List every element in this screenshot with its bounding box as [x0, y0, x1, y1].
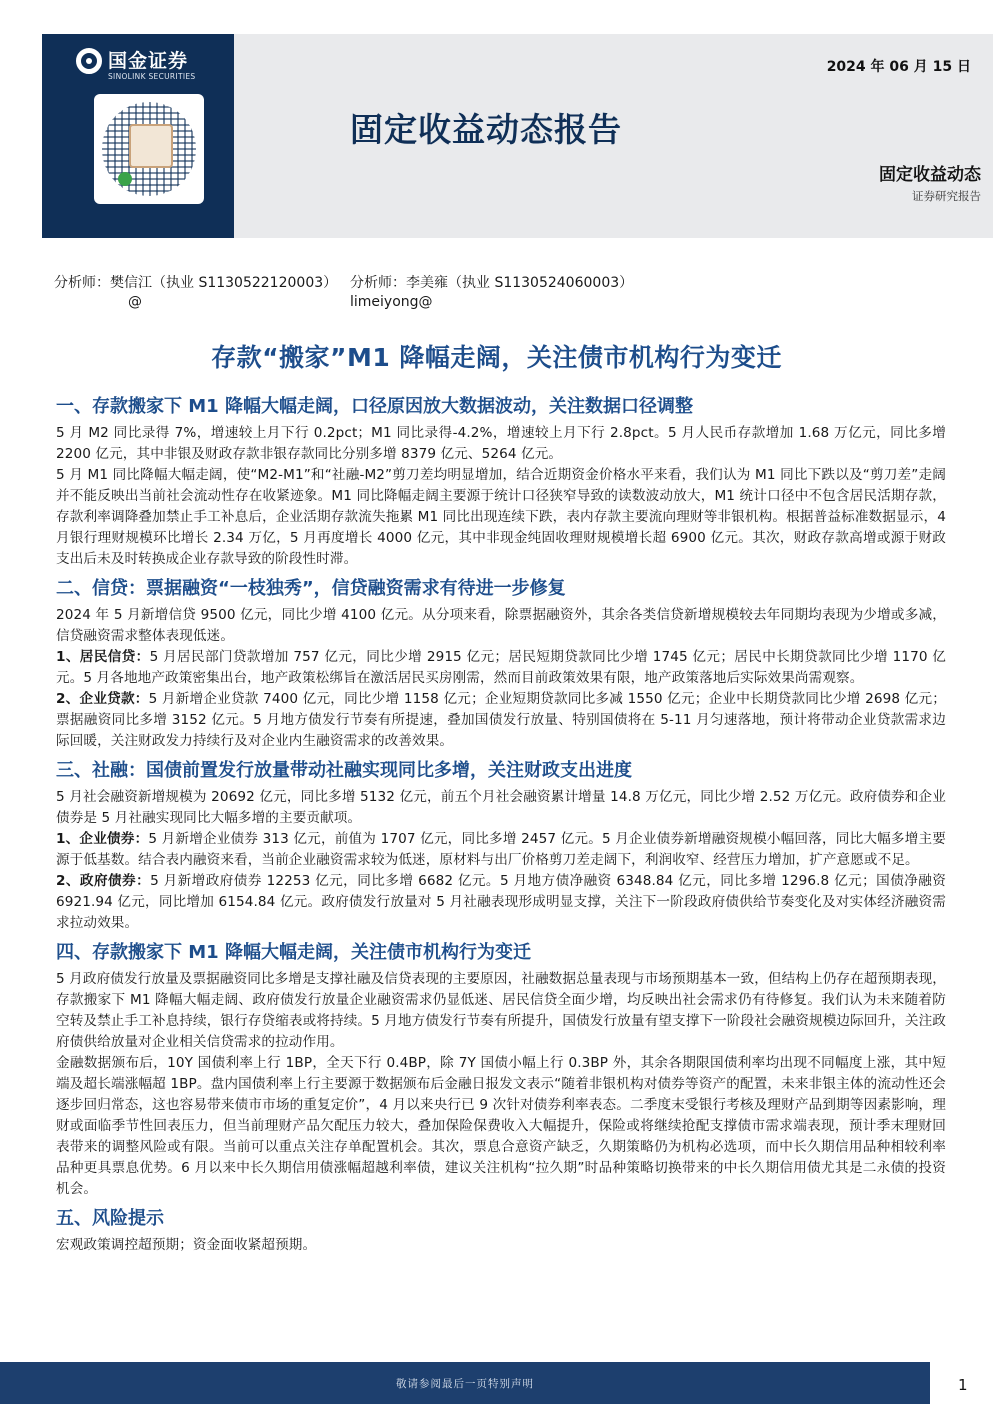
analyst-1-email[interactable]: @	[128, 294, 142, 310]
body-paragraph	[56, 647, 946, 689]
paragraph-text: 5 月 M2 同比录得 7%，增速较上月下行 0.2pct；M1 同比录得-4.2%，增速较上月下行 2.8pct。5 月人民币存款增加 1.68 万亿元，同比多增 2200 亿元，其中非银及财政存款非银存款同比分别多增 8379 亿元、5264 亿元。	[56, 425, 946, 462]
report-header	[42, 34, 993, 238]
main-title: 存款“搬家”M1 降幅走阔，关注债市机构行为变迁	[211, 343, 782, 372]
company-name-english: SINOLINK SECURITIES	[108, 72, 196, 81]
report-body	[56, 394, 946, 1262]
body-paragraph	[56, 829, 946, 871]
footer-disclaimer[interactable]: 敬请参阅最后一页特别声明	[396, 1378, 534, 1390]
paragraph-text: 宏观政策调控超预期；资金面收紧超预期。	[56, 1237, 317, 1253]
body-paragraph	[56, 1235, 946, 1256]
page-number: 1	[958, 1376, 968, 1394]
body-paragraph	[56, 605, 946, 647]
analyst-2-email[interactable]: limeiyong@	[350, 294, 433, 310]
paragraph-text: 5 月新增政府债券 12253 亿元，同比多增 6682 亿元。5 月地方债净融资 6348.84 亿元，同比多增 1296.8 亿元；国债净融资 6921.94 亿元，同比增加 6154.84 亿元。政府债发行放量对 5 月社融表现形成明显支撑，关注下一阶段政府债供给节奏变化及对实体经济融资需求拉动效果。	[56, 873, 946, 931]
body-paragraph	[56, 423, 946, 465]
body-paragraph	[56, 969, 946, 1053]
wechat-badge-icon	[118, 172, 132, 186]
report-category: 固定收益动态	[879, 165, 981, 185]
paragraph-text: 5 月社会融资新增规模为 20692 亿元，同比多增 5132 亿元，前五个月社会融资累计增量 14.8 万亿元，同比少增 2.52 万亿元。政府债券和企业债券是 5 月社融实现同比大幅多增的主要贡献项。	[56, 789, 946, 826]
body-paragraph	[56, 871, 946, 934]
footer-bar	[0, 1362, 930, 1404]
company-name: 国金证券	[108, 50, 189, 72]
analyst-2-line: 分析师：李美雍（执业 S1130524060003）	[350, 275, 634, 291]
section-title: 三、社融：国债前置发行放量带动社融实现同比多增，关注财政支出进度	[56, 760, 632, 781]
paragraph-lead: 1、企业债券：	[56, 831, 149, 847]
paragraph-text: 5 月政府债发行放量及票据融资同比多增是支撑社融及信贷表现的主要原因，社融数据总量表现与市场预期基本一致，但结构上仍存在超预期表现，存款搬家下 M1 降幅大幅走阔、政府债发行放量企业融资需求仍显低迷、居民信贷全面少增，均反映出社会需求仍有待修复。我们认为未来随着防空转及禁止手工补息持续，银行存贷缩表或将持续。5 月地方债发行节奏有所提升，国债发行放量有望支撑下一阶段社会融资规模边际回升，关注政府债供给放量对企业相关信贷需求的拉动作用。	[56, 971, 946, 1050]
paragraph-text: 5 月新增企业贷款 7400 亿元，同比少增 1158 亿元；企业短期贷款同比多减 1550 亿元；企业中长期贷款同比少增 2698 亿元；票据融资同比多增 3152 亿元。5 月地方债发行节奏有所提速，叠加国债发行放量、特别国债将在 5-11 月匀速落地，预计将带动企业贷款需求边际回暖，关注财政发力持续行及对企业内生融资需求的改善效果。	[56, 691, 946, 749]
qr-code-icon	[94, 94, 204, 204]
company-logo-icon	[76, 48, 102, 74]
paragraph-lead: 2、政府债券：	[56, 873, 151, 889]
report-subcategory: 证券研究报告	[912, 189, 981, 203]
body-paragraph	[56, 787, 946, 829]
paragraph-text: 2024 年 5 月新增信贷 9500 亿元，同比少增 4100 亿元。从分项来看，除票据融资外，其余各类信贷新增规模较去年同期均表现为少增或多减，信贷融资需求整体表现低迷。	[56, 607, 946, 644]
analyst-1-line: 分析师：樊信江（执业 S1130522120003）	[54, 275, 338, 291]
report-date: 2024 年 06 月 15 日	[826, 59, 971, 75]
paragraph-text: 5 月 M1 同比降幅大幅走阔，使“M2-M1”和“社融-M2”剪刀差均明显增加，结合近期资金价格水平来看，我们认为 M1 同比下跌以及“剪刀差”走阔并不能反映出当前社会流动性存在收紧迹象。M1 同比降幅走阔主要源于统计口径狭窄导致的读数波动放大，M1 统计口径中不包含居民活期存款，存款利率调降叠加禁止手工补息后，企业活期存款流失拖累 M1 同比出现连续下跌，表内存款主要流向理财等非银机构。根据普益标准数据显示，4 月银行理财规模环比增长 2.34 万亿，5 月再度增长 4000 亿元，其中非现金纯固收理财规模增长超 6900 亿元。其次，财政存款高增或源于财政支出后未及时转换成企业存款导致的阶段性时滞。	[56, 467, 946, 567]
paragraph-text: 5 月居民部门贷款增加 757 亿元，同比少增 2915 亿元；居民短期贷款同比少增 1745 亿元；居民中长期贷款同比少增 1170 亿元。5 月各地地产政策密集出台，地产政策松绑旨在激活居民买房刚需，然而目前政策效果有限，地产政策落地后实际效果尚需观察。	[56, 649, 946, 686]
body-paragraph	[56, 689, 946, 752]
paragraph-text: 5 月新增企业债券 313 亿元，前值为 1707 亿元，同比多增 2457 亿元。5 月企业债券新增融资规模小幅回落，同比大幅多增主要源于低基数。结合表内融资来看，当前企业融资需求较为低迷，原材料与出厂价格剪刀差走阔下，利润收窄、经营压力增加，扩产意愿或不足。	[56, 831, 946, 868]
section-title: 四、存款搬家下 M1 降幅大幅走阔，关注债市机构行为变迁	[56, 942, 531, 963]
paragraph-lead: 1、居民信贷：	[56, 649, 150, 665]
body-paragraph	[56, 1053, 946, 1200]
section-title: 五、风险提示	[56, 1208, 164, 1229]
paragraph-lead: 2、企业贷款：	[56, 691, 149, 707]
paragraph-text: 金融数据颁布后，10Y 国债利率上行 1BP，全天下行 0.4BP，除 7Y 国债小幅上行 0.3BP 外，其余各期限国债利率均出现不同幅度上涨，其中短端及超长端涨幅超 1BP。盘内国债利率上行主要源于数据颁布后金融日报发文表示“随着非银机构对债券等资产的配置，未来非银主体的流动性还会逐步回归常态，这也容易带来债市市场的重复定价”，4 月以来央行已 9 次针对债券利率表态。二季度末受银行考核及理财产品到期等因素影响，理财或面临季节性回表压力，但当前理财产品欠配压力较大，叠加保险保费收入大幅提升，保险或将继续抢配支撑债市需求端表现，预计季末理财回表带来的调整风险或有限。当前可以重点关注存单配置机会。其次，票息合意资产缺乏，久期策略仍为机构必选项，而中长久期信用品种相较利率品种更具票息优势。6 月以来中长久期信用债涨幅超越利率债，建议关注机构“拉久期”时品种策略切换带来的中长久期信用债尤其是二永债的投资机会。	[56, 1055, 946, 1197]
report-type-title: 固定收益动态报告	[350, 110, 622, 149]
brand-panel	[42, 34, 234, 238]
analyst-1	[54, 272, 337, 310]
body-paragraph	[56, 465, 946, 570]
section-title: 一、存款搬家下 M1 降幅大幅走阔，口径原因放大数据波动，关注数据口径调整	[56, 396, 693, 417]
section-title: 二、信贷：票据融资“一枝独秀”，信贷融资需求有待进一步修复	[56, 578, 566, 599]
analyst-2	[350, 272, 633, 310]
